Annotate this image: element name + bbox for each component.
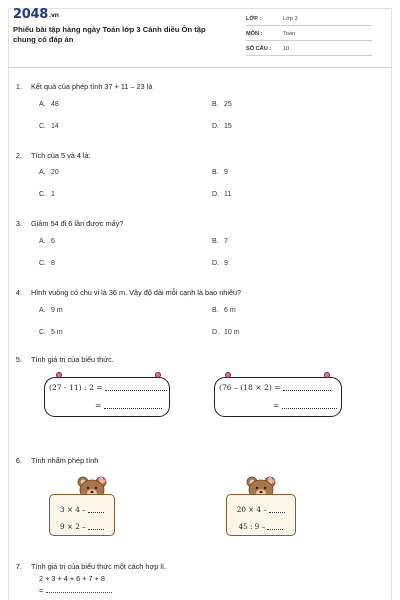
option-b[interactable]: B. 6 m: [212, 307, 236, 314]
answer-blank[interactable]: [269, 512, 285, 513]
option-c[interactable]: C. 14: [39, 123, 59, 130]
meta-value: Lớp 3: [283, 16, 298, 22]
calc-text: 45 : 9 –: [238, 522, 266, 531]
option-c[interactable]: C. 5 m: [39, 329, 63, 336]
pin-icon: [324, 372, 330, 378]
pin-icon: [56, 372, 62, 378]
meta-label: SỐ CÂU :: [246, 46, 272, 52]
expression-text: (27 - 11) : 2 =: [49, 383, 103, 392]
pin-icon: [225, 372, 231, 378]
meta-count: [246, 43, 372, 56]
meta-value: 10: [283, 46, 290, 52]
option-a[interactable]: A. 48: [39, 101, 59, 108]
answer-blank[interactable]: [267, 529, 283, 530]
expression-cloud-1: [44, 377, 170, 417]
calc-text: 3 × 4 –: [60, 505, 86, 514]
expression-text: =: [95, 401, 102, 410]
expression-text: =: [273, 401, 280, 410]
meta-label: MÔN :: [246, 31, 263, 37]
option-d[interactable]: D. 10 m: [212, 329, 240, 336]
option-a[interactable]: A. 20: [39, 169, 59, 176]
answer-blank[interactable]: [282, 408, 337, 409]
worksheet-title: Phiếu bài tập hàng ngày Toán lớp 3 Cánh diều Ôn tập chung có đáp án: [13, 25, 206, 44]
site-logo[interactable]: 2048.vn: [13, 7, 59, 22]
header-divider: [8, 67, 392, 68]
option-a[interactable]: A. 9 m: [39, 307, 63, 314]
calc-text: 9 × 2 –: [60, 522, 86, 531]
bear-card-1: [49, 494, 115, 536]
meta-subject: [246, 28, 372, 41]
answer-blank[interactable]: [88, 512, 104, 513]
option-d[interactable]: D. 11: [212, 191, 232, 198]
answer-blank[interactable]: [46, 592, 112, 593]
expression-text: 2 + 3 + 4 + 6 + 7 + 8: [39, 574, 105, 583]
answer-blank[interactable]: [104, 408, 162, 409]
meta-value: Toán: [283, 31, 296, 37]
expression-cloud-2: [214, 377, 342, 417]
option-d[interactable]: D. 9: [212, 260, 228, 267]
option-a[interactable]: A. 6: [39, 238, 55, 245]
answer-blank[interactable]: [105, 390, 167, 391]
meta-label: LỚP :: [246, 16, 262, 22]
answer-blank[interactable]: [283, 390, 331, 391]
option-d[interactable]: D. 15: [212, 123, 232, 130]
answer-blank[interactable]: [88, 529, 104, 530]
expression-text: (76 – (18 × 2) =: [219, 383, 281, 392]
option-b[interactable]: B. 9: [212, 169, 228, 176]
option-b[interactable]: B. 7: [212, 238, 228, 245]
answer-prefix: =: [39, 586, 44, 595]
option-b[interactable]: B. 25: [212, 101, 232, 108]
calc-text: 20 × 4 –: [236, 505, 267, 514]
option-c[interactable]: C. 8: [39, 260, 55, 267]
meta-class: [246, 13, 372, 26]
pin-icon: [155, 372, 161, 378]
bear-card-2: [226, 494, 296, 536]
option-c[interactable]: C. 1: [39, 191, 55, 198]
